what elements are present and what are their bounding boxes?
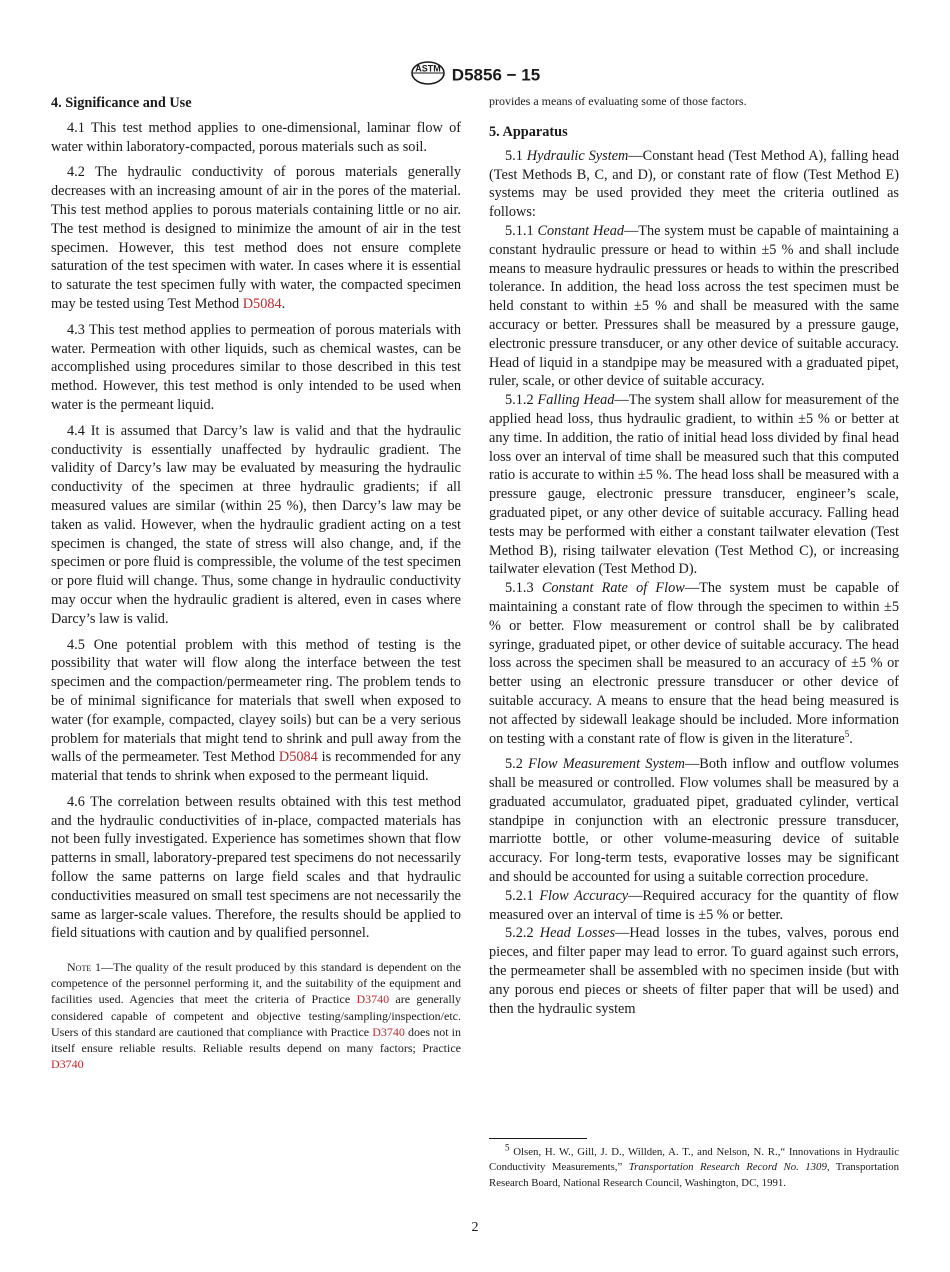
right-column [489, 94, 899, 1018]
standard-designation: D5856 − 15 [451, 65, 541, 85]
page-header [0, 60, 950, 91]
ref-d3740-link[interactable]: D3740 [51, 1056, 84, 1071]
para-5-1: 5.1 Hydraulic System—Constant head (Test Method A), falling head (Test Methods B, C, and D), or constant rate of flow (Test Method E) systems may be used provided they meet the criteria outlined as follows: [489, 147, 899, 221]
ref-d3740-link[interactable]: D3740 [372, 1024, 405, 1039]
ref-d5084-link[interactable]: D5084 [278, 749, 318, 766]
para-5-1-1: 5.1.1 Constant Head—The system must be capable of maintaining a constant hydraulic pressure or head to within ±5 % and shall include means to measure hydraulic pressures or heads to within the prescribed tolerance. In addition, the head loss across the test specimen must be held constant to within ±5 % and shall be measured with the same accuracy or better. Pressures shall be measured by a pressure gauge, electronic pressure transducer, or any other device of suitable accuracy. Head of liquid in a standpipe may be measured with a graduated pipet, ruler, scale, or other device of suitable accuracy. [489, 222, 899, 390]
para-5-2-2: 5.2.2 Head Losses—Head losses in the tubes, valves, porous end pieces, and filter paper may lead to error. To guard against such errors, the permeameter shall be assembled with no specimen inside (but with any porous end pieces or sheets of filter paper that will be used) and then the hydraulic system [489, 925, 899, 1017]
footnote-divider [489, 1138, 587, 1139]
para-5-2-1: 5.2.1 Flow Accuracy—Required accuracy for the quantity of flow measured over an interval of time is ±5 % or better. [489, 887, 900, 923]
section-5-heading: 5. Apparatus [489, 124, 568, 140]
section-4-heading: 4. Significance and Use [51, 95, 192, 111]
page-number: 2 [471, 1220, 479, 1235]
astm-logo-icon [410, 60, 446, 91]
para-4-6: 4.6 The correlation between results obtained with this test method and the hydraulic conductivities of in-place, compacted materials has not been fully investigated. Experience has sometimes shown that flow patterns in small, laboratory-prepared test specimens do not necessarily follow the same patterns on large field scales and that hydraulic conductivities measured on small test specimens are not necessarily the same as larger-scale values. Therefore, the results should be applied to field situations with caution and by qualified personnel. [51, 793, 461, 942]
note-1: Note 1—The quality of the result produced by this standard is dependent on the competence of the personnel performing it, and the suitability of the equipment and facilities used. Agencies that meet the criteria of Practice D3740 are generally considered capable of competent and objective testing/sampling/inspection/etc. Users of this standard are cautioned that compliance with Practice D3740 does not in itself ensure reliable results. Reliable results depend on many factors; Practice D3740 [51, 960, 462, 1071]
para-4-2: 4.2 The hydraulic conductivity of porous materials generally decreases with an increasing amount of air in the pores of the material. This test method applies to porous materials containing little or no air. The test method is designed to minimize the amount of air in the test specimen. However, this test method does not ensure complete saturation of the test specimen with water. In cases where it is essential to saturate the test specimen fully with water, the compacted specimen may be tested using Test Method D5084. [51, 164, 461, 312]
ref-d3740-link[interactable]: D3740 [356, 992, 390, 1007]
para-4-3: 4.3 This test method applies to permeation of porous materials with water. Permeation with other liquids, such as chemical wastes, can be accomplished using procedures similar to those described in this test method. However, this test method is only intended to be used when water is the permeant liquid. [51, 321, 461, 413]
svg-text:ASTM: ASTM [415, 63, 441, 74]
para-4-4: 4.4 It is assumed that Darcy’s law is valid and that the hydraulic conductivity is essentially unaffected by hydraulic gradient. The validity of Darcy’s law may be evaluated by measuring the hydraulic conductivity of the specimen at three hydraulic gradients; if all measured values are similar (within 25 %), then Darcy’s law may be taken as valid. However, when the hydraulic gradient acting on a test specimen is changed, the state of stress will also change, and, if the specimen or pore fluid is compressible, the volume of the test specimen or pore fluid will change. Thus, some change in hydraulic conductivity may occur when the hydraulic gradient is altered, even in cases where Darcy’s law is valid. [51, 422, 461, 627]
para-4-1: 4.1 This test method applies to one-dimensional, laminar flow of water within laboratory-compacted, porous materials such as soil. [51, 119, 461, 155]
para-5-2: 5.2 Flow Measurement System—Both inflow and outflow volumes shall be measured or controlled. Flow volumes shall be measured by a graduated accumulator, graduated pipet, graduated cylinder, vertical standpipe in conjunction with an electronic pressure transducer, marriotte bottle, or other volume-measuring device of suitable accuracy. For long-term tests, evaporative losses may be significant and should be accounted for using a suitable correction procedure. [489, 756, 899, 886]
note-1-continuation: provides a means of evaluating some of those factors. [489, 94, 747, 108]
footnote-ref[interactable]: 5 [844, 728, 850, 739]
footnote-5: $^5$ Olsen, H. W., Gill, J. D., Willden, A. T., and Nelson, N. R.,“ Innovations in Hydraulic Conductivity Measurements,” Transportation Research Record No. 1309, Transportation Research Board, National Research Council, Washington, DC, 1991. [489, 1142, 899, 1189]
ref-d5084-link[interactable]: D5084 [242, 295, 282, 312]
para-5-1-3: 5.1.3 Constant Rate of Flow—The system must be capable of maintaining a constant rate of flow through the specimen to within ±5 % or better. Flow measurement or control shall be by calibrated syringe, graduated pipet, or other device of suitable accuracy. The head loss across the specimen shall be measured to an accuracy of ±5 % or better using an electronic pressure transducer or other device of suitable accuracy. A means to ensure that the head being measured is not affected by sidewall leakage should be included. More information on testing with a constant rate of flow is given in the literature$^5$. [489, 580, 899, 747]
para-5-1-2: 5.1.2 Falling Head—The system shall allow for measurement of the applied head loss, thus hydraulic gradient, to within ±5 % or better at any time. In addition, the ratio of initial head loss divided by final head loss over an interval of time shall be measured such that this computed ratio is accurate to within ±5 %. The head loss shall be measured with a pressure gauge, electronic pressure transducer, engineer’s scale, graduated pipet, or any other device of suitable accuracy. Falling head tests may be performed with either a constant tailwater elevation (Test Method B), rising tailwater elevation (Test Method C), or increasing tailwater elevation (Test Method D). [489, 392, 900, 578]
para-4-5: 4.5 One potential problem with this method of testing is the possibility that water will flow along the interface between the test specimen and the compaction/permeameter ring. The problem tends to be of minimal significance for materials that swell when exposed to water (for example, compacted, clayey soils) but can be a very serious problem for materials that might tend to shrink and pull away from the walls of the permeameter. Test Method D5084 is recommended for any material that tends to shrink when exposed to the permeant liquid. [51, 636, 462, 785]
left-column [51, 94, 461, 1072]
